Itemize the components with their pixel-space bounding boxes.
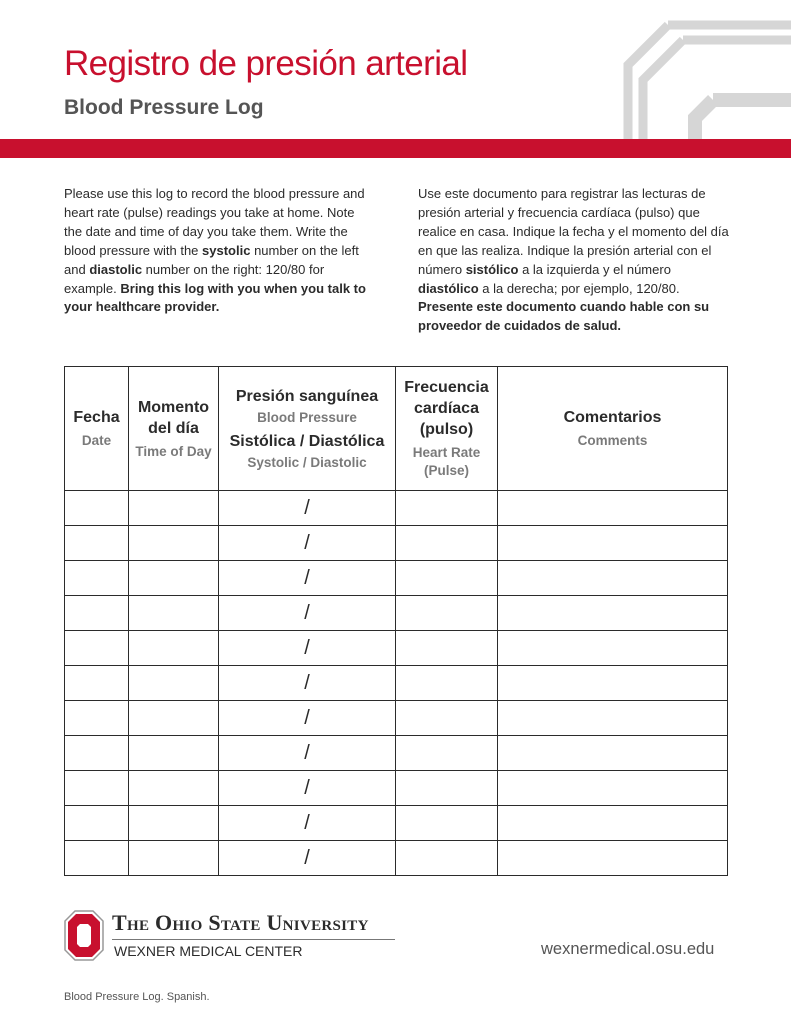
column-header-date: Fecha Date [65,367,129,491]
page-title-spanish: Registro de presión arterial [64,44,468,83]
blood-pressure-cell[interactable] [219,806,396,841]
table-row [65,526,728,561]
comments-cell[interactable] [498,631,728,666]
column-header-time-of-day: Momento del día Time of Day [129,367,219,491]
table-row [65,596,728,631]
blood-pressure-cell[interactable] [219,491,396,526]
table-row [65,666,728,701]
date-cell[interactable] [65,666,129,701]
header-red-band [0,139,791,158]
table-row [65,631,728,666]
table-header-row [65,367,728,491]
table-row [65,841,728,876]
medical-center-name: WEXNER MEDICAL CENTER [114,943,303,959]
document-name: Blood Pressure Log. Spanish. [64,991,210,1003]
systolic-diastolic-separator: / [304,776,310,799]
log-table-body [65,491,728,876]
page-subtitle-english: Blood Pressure Log [64,96,264,119]
website-link[interactable]: wexnermedical.osu.edu [541,940,715,958]
systolic-diastolic-separator: / [304,496,310,519]
blood-pressure-cell[interactable] [219,631,396,666]
heart-rate-cell[interactable] [396,736,498,771]
comments-cell[interactable] [498,491,728,526]
date-cell[interactable] [65,631,129,666]
time-of-day-cell[interactable] [129,631,219,666]
date-cell[interactable] [65,736,129,771]
heart-rate-cell[interactable] [396,701,498,736]
column-header-heart-rate: Frecuencia cardíaca (pulso) Heart Rate (Pulse) [396,367,498,491]
column-header-blood-pressure: Presión sanguínea Blood Pressure Sistólica / Diastólica Systolic / Diastolic [219,367,396,491]
decorative-block-o-graphic [620,20,791,142]
comments-cell[interactable] [498,736,728,771]
systolic-diastolic-separator: / [304,811,310,834]
university-name: The Ohio State University [112,910,369,935]
date-cell[interactable] [65,526,129,561]
date-cell[interactable] [65,561,129,596]
blood-pressure-cell[interactable] [219,561,396,596]
time-of-day-cell[interactable] [129,596,219,631]
blood-pressure-cell[interactable] [219,771,396,806]
time-of-day-cell[interactable] [129,806,219,841]
intro-spanish: Use este documento para registrar las lecturas de presión arterial y frecuencia cardíaca (pulso) que realice en casa. Indique la fecha y el momento del día en que las realiza. Indique la presión arterial con el número sistólico a la izquierda y el número diastólico a la derecha; por ejemplo, 120/80. Presente este documento cuando hable con su proveedor de cuidados de salud. [418,186,729,334]
date-cell[interactable] [65,841,129,876]
heart-rate-cell[interactable] [396,806,498,841]
time-of-day-cell[interactable] [129,736,219,771]
systolic-diastolic-separator: / [304,706,310,729]
systolic-diastolic-separator: / [304,531,310,554]
heart-rate-cell[interactable] [396,561,498,596]
table-row [65,491,728,526]
comments-cell[interactable] [498,526,728,561]
table-row [65,561,728,596]
time-of-day-cell[interactable] [129,666,219,701]
blood-pressure-cell[interactable] [219,666,396,701]
heart-rate-cell[interactable] [396,491,498,526]
comments-cell[interactable] [498,596,728,631]
comments-cell[interactable] [498,561,728,596]
comments-cell[interactable] [498,701,728,736]
heart-rate-cell[interactable] [396,666,498,701]
date-cell[interactable] [65,701,129,736]
comments-cell[interactable] [498,806,728,841]
blood-pressure-cell[interactable] [219,841,396,876]
comments-cell[interactable] [498,771,728,806]
time-of-day-cell[interactable] [129,526,219,561]
date-cell[interactable] [65,491,129,526]
time-of-day-cell[interactable] [129,841,219,876]
blood-pressure-cell[interactable] [219,736,396,771]
date-cell[interactable] [65,806,129,841]
blood-pressure-log-table [64,366,728,876]
systolic-diastolic-separator: / [304,566,310,589]
heart-rate-cell[interactable] [396,596,498,631]
footer-divider [112,939,395,940]
time-of-day-cell[interactable] [129,701,219,736]
block-o-logo [64,910,104,966]
column-header-comments: Comentarios Comments [498,367,728,491]
systolic-diastolic-separator: / [304,846,310,869]
heart-rate-cell[interactable] [396,771,498,806]
date-cell[interactable] [65,771,129,806]
time-of-day-cell[interactable] [129,771,219,806]
blood-pressure-cell[interactable] [219,596,396,631]
heart-rate-cell[interactable] [396,841,498,876]
table-row [65,771,728,806]
systolic-diastolic-separator: / [304,601,310,624]
table-row [65,806,728,841]
table-row [65,701,728,736]
comments-cell[interactable] [498,666,728,701]
heart-rate-cell[interactable] [396,631,498,666]
systolic-diastolic-separator: / [304,636,310,659]
time-of-day-cell[interactable] [129,561,219,596]
time-of-day-cell[interactable] [129,491,219,526]
systolic-diastolic-separator: / [304,671,310,694]
table-row [65,736,728,771]
intro-english: Please use this log to record the blood pressure and heart rate (pulse) readings you take at home. Note the date and time of day you take them. Write the blood pressure with the systolic number on the left and diastolic number on the right: 120/80 for example. Bring this log with you when you talk to your healthcare provider. [64,186,366,315]
systolic-diastolic-separator: / [304,741,310,764]
comments-cell[interactable] [498,841,728,876]
blood-pressure-cell[interactable] [219,701,396,736]
blood-pressure-cell[interactable] [219,526,396,561]
date-cell[interactable] [65,596,129,631]
heart-rate-cell[interactable] [396,526,498,561]
